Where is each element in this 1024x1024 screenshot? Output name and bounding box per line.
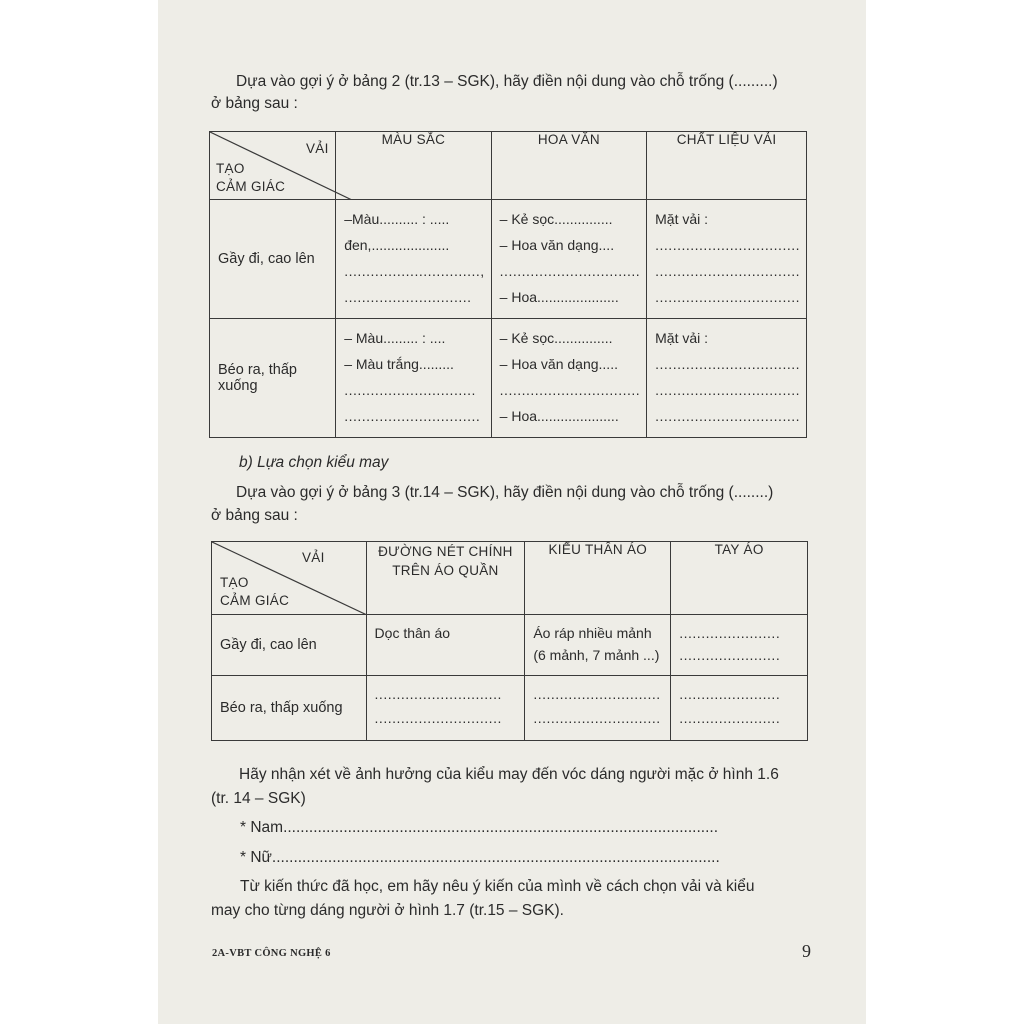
column-header: TAY ÁO — [671, 542, 808, 615]
instruction-line: ở bảng sau : — [211, 95, 298, 112]
column-header: HOA VĂN — [491, 132, 646, 200]
corner-top-label: VẢI — [302, 550, 325, 565]
page-number: 9 — [802, 941, 811, 961]
corner-header-cell — [212, 542, 367, 615]
column-header: ĐƯỜNG NÉT CHÍNH TRÊN ÁO QUẦN — [366, 542, 525, 615]
color-cell[interactable]: –Màu.......... : ..... đen,.................... ..............................., ............................. — [336, 200, 491, 319]
corner-header-cell — [210, 132, 336, 200]
question-line: Hãy nhận xét về ảnh hưởng của kiểu may đến vóc dáng người mặc ở hình 1.6 — [239, 766, 779, 783]
material-cell[interactable]: Mặt vải : ................................. ................................. ................................. — [647, 200, 807, 319]
section-heading: b) Lựa chọn kiểu may — [239, 454, 389, 471]
question-line: (tr. 14 – SGK) — [211, 790, 306, 807]
answer-line-nam[interactable]: * Nam..................................................................................................... — [240, 819, 719, 836]
corner-bottom-label: TẠO CẢM GIÁC — [216, 161, 286, 194]
book-title-footer: 2A-VBT CÔNG NGHỆ 6 — [212, 948, 331, 959]
corner-bottom-label: TẠO CẢM GIÁC — [220, 575, 290, 608]
question-line: may cho từng dáng người ở hình 1.7 (tr.15 – SGK). — [211, 902, 564, 919]
instruction-line: ở bảng sau : — [211, 507, 298, 524]
row-label-cell: Béo ra, thấp xuống — [212, 676, 367, 741]
sewing-style-table — [211, 541, 808, 741]
pattern-cell[interactable]: – Kẻ sọc............... – Hoa văn dạng..... ................................ – Hoa..................... — [491, 319, 646, 438]
column-header: KIỂU THÂN ÁO — [525, 542, 671, 615]
row-label-cell: Béo ra, thấp xuống — [210, 319, 336, 438]
color-cell[interactable]: – Màu......... : .... – Màu trắng......... .............................. ............................... — [336, 319, 491, 438]
instruction-line: Dựa vào gợi ý ở bảng 2 (tr.13 – SGK), hãy điền nội dung vào chỗ trống (.........) — [236, 73, 778, 90]
line-style-cell[interactable]: ............................. ............................. — [366, 676, 525, 741]
sleeve-cell[interactable]: ....................... ....................... — [671, 615, 808, 676]
answer-line-nu[interactable]: * Nữ........................................................................................................ — [240, 849, 720, 866]
instruction-line: Dựa vào gợi ý ở bảng 3 (tr.14 – SGK), hãy điền nội dung vào chỗ trống (........) — [236, 484, 774, 501]
question-line: Từ kiến thức đã học, em hãy nêu ý kiến của mình về cách chọn vải và kiểu — [240, 878, 755, 895]
material-cell[interactable]: Mặt vải : ................................. ................................. ................................. — [647, 319, 807, 438]
line-style-cell[interactable]: Dọc thân áo — [366, 615, 525, 676]
row-label-cell: Gầy đi, cao lên — [210, 200, 336, 319]
body-style-cell[interactable]: Áo ráp nhiều mảnh (6 mảnh, 7 mảnh ...) — [525, 615, 671, 676]
column-header: CHẤT LIỆU VẢI — [647, 132, 807, 200]
row-label-cell: Gầy đi, cao lên — [212, 615, 367, 676]
body-style-cell[interactable]: ............................. ............................. — [525, 676, 671, 741]
fabric-table — [209, 131, 807, 438]
column-header: MÀU SẮC — [336, 132, 491, 200]
sleeve-cell[interactable]: ....................... ....................... — [671, 676, 808, 741]
corner-top-label: VẢI — [306, 141, 329, 156]
pattern-cell[interactable]: – Kẻ sọc............... – Hoa văn dạng.... ................................ – Hoa..................... — [491, 200, 646, 319]
